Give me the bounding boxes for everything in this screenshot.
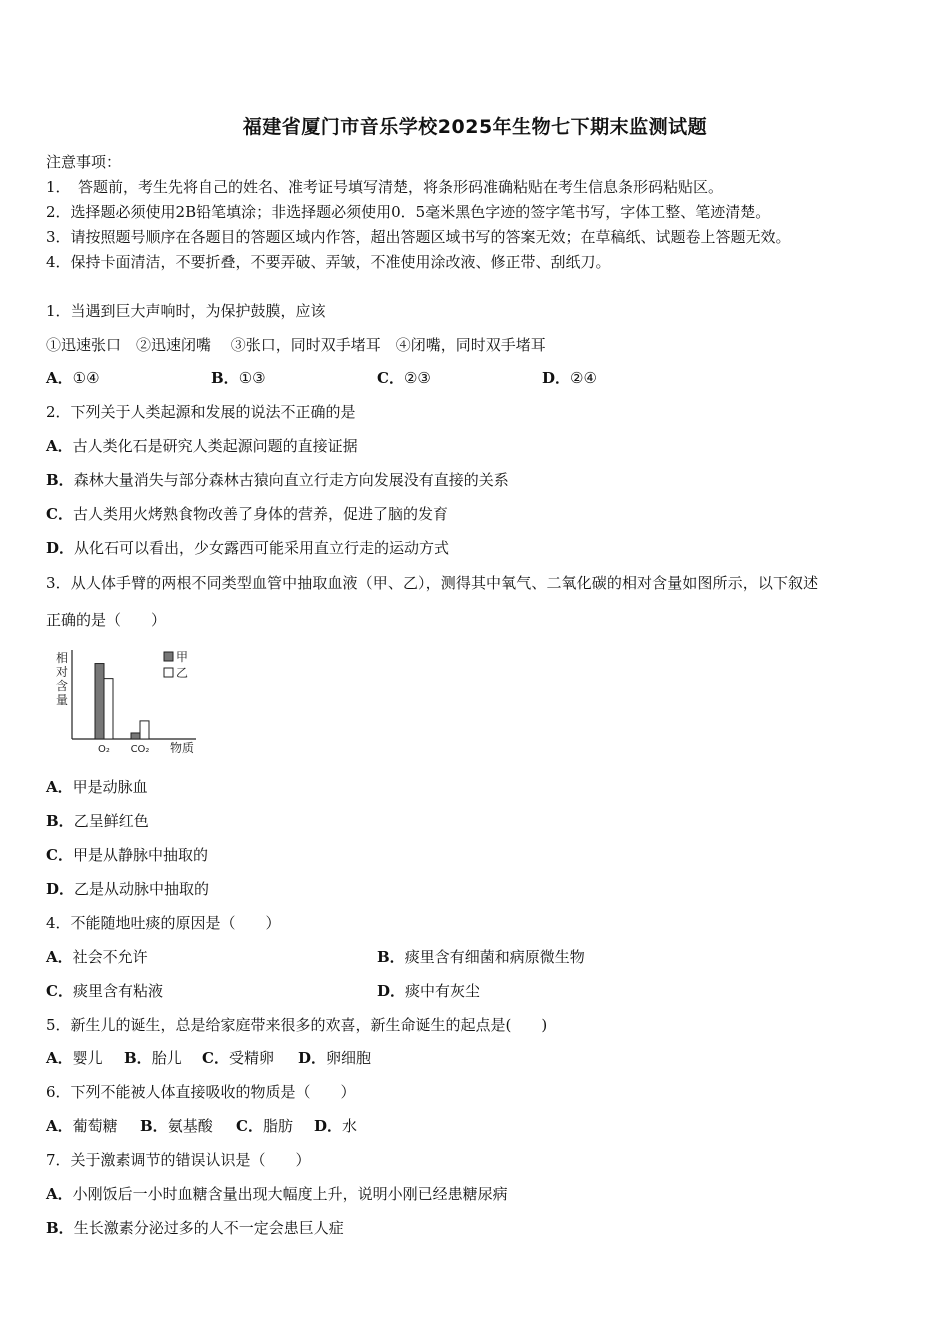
option-letter: A． (46, 778, 73, 796)
x-axis-label: 物质 (170, 741, 195, 755)
q1-choices: ①迅速张口 ②迅速闭嘴 ③张口，同时双手堵耳 ④闭嘴，同时双手堵耳 (46, 336, 546, 354)
q6-option-a[interactable] (46, 1116, 118, 1136)
option-text: 婴儿 (72, 1049, 103, 1067)
option-letter: B． (140, 1117, 168, 1135)
q1-option-b[interactable] (211, 368, 266, 388)
x-tick-o2: O₂ (98, 744, 110, 755)
q3-option-b[interactable] (46, 811, 149, 831)
q2-stem: 2．下列关于人类起源和发展的说法不正确的是 (46, 403, 356, 421)
option-letter: B． (46, 1219, 74, 1237)
notice-item-2: 2．选择题必须使用2B铅笔填涂；非选择题必须使用0．5毫米黑色字迹的签字笔书写，字体工整、笔迹清楚。 (46, 203, 771, 221)
bars-group (95, 664, 149, 739)
option-letter: A． (46, 1185, 73, 1203)
blood-gas-bar-chart (52, 644, 212, 760)
option-text: 甲是从静脉中抽取的 (72, 846, 208, 864)
option-text: 社会不允许 (72, 948, 148, 966)
notice-item-1: 1． 答题前，考生先将自己的姓名、准考证号填写清楚，将条形码准确粘贴在考生信息条形码粘贴区。 (46, 178, 724, 196)
option-letter: C． (46, 982, 73, 1000)
q2-option-a[interactable] (46, 436, 358, 456)
legend-label-yi: 乙 (176, 666, 189, 680)
q1-option-c[interactable] (377, 368, 431, 388)
option-text: ②③ (403, 369, 431, 387)
q4-option-a[interactable] (46, 947, 148, 967)
option-text: ①④ (72, 369, 100, 387)
option-text: 胎儿 (151, 1049, 182, 1067)
q4-option-b[interactable] (377, 947, 585, 967)
q6-option-b[interactable] (140, 1116, 213, 1136)
option-text: 从化石可以看出，少女露西可能采用直立行走的运动方式 (74, 539, 450, 557)
q3-stem-line2: 正确的是（ ） (46, 611, 167, 629)
q5-option-d[interactable] (298, 1048, 371, 1068)
q2-option-d[interactable] (46, 538, 449, 558)
option-letter: A． (46, 369, 73, 387)
option-letter: D． (542, 369, 571, 387)
ylabel-char-3: 含 (56, 679, 69, 693)
q1-option-d[interactable] (542, 368, 597, 388)
option-letter: D． (298, 1049, 327, 1067)
option-text: 生长激素分泌过多的人不一定会患巨人症 (73, 1219, 344, 1237)
q5-stem: 5．新生儿的诞生，总是给家庭带来很多的欢喜，新生命诞生的起点是( ) (46, 1016, 548, 1034)
option-letter: C． (46, 505, 73, 523)
bar-jia-o2 (95, 664, 104, 739)
ylabel-char-4: 量 (56, 693, 69, 707)
option-text: 痰里含有粘液 (72, 982, 163, 1000)
option-text: 乙呈鲜红色 (73, 812, 149, 830)
y-axis-label (56, 650, 68, 707)
q7-stem: 7．关于激素调节的错误认识是（ ） (46, 1151, 311, 1169)
option-text: 葡萄糖 (72, 1117, 118, 1135)
option-letter: D． (46, 880, 75, 898)
q5-option-b[interactable] (124, 1048, 182, 1068)
legend-swatch-jia (164, 652, 173, 661)
option-text: 甲是动脉血 (72, 778, 148, 796)
q1-stem: 1．当遇到巨大声响时，为保护鼓膜，应该 (46, 302, 326, 320)
option-letter: C． (377, 369, 404, 387)
option-letter: B． (46, 812, 74, 830)
option-letter: C． (46, 846, 73, 864)
q3-option-c[interactable] (46, 845, 208, 865)
option-text: 脂肪 (262, 1117, 293, 1135)
option-letter: B． (211, 369, 239, 387)
q7-option-a[interactable] (46, 1184, 508, 1204)
option-text: ①③ (238, 369, 266, 387)
option-text: 乙是从动脉中抽取的 (74, 880, 210, 898)
option-text: 古人类用火烤熟食物改善了身体的营养，促进了脑的发育 (72, 505, 448, 523)
option-letter: A． (46, 1117, 73, 1135)
q3-stem-line1: 3．从人体手臂的两根不同类型血管中抽取血液（甲、乙），测得其中氧气、二氧化碳的相对含量如图所示，以下叙述 (46, 574, 819, 592)
bar-yi-o2 (104, 679, 113, 739)
q4-stem: 4．不能随地吐痰的原因是（ ） (46, 914, 281, 932)
option-letter: D． (314, 1117, 343, 1135)
q4-option-d[interactable] (377, 981, 480, 1001)
q6-stem: 6．下列不能被人体直接吸收的物质是（ ） (46, 1083, 356, 1101)
option-letter: A． (46, 437, 73, 455)
notice-item-3: 3．请按照题号顺序在各题目的答题区域内作答，超出答题区域书写的答案无效；在草稿纸、试题卷上答题无效。 (46, 228, 791, 246)
option-letter: C． (202, 1049, 229, 1067)
q5-option-a[interactable] (46, 1048, 103, 1068)
option-text: 受精卵 (228, 1049, 274, 1067)
q4-option-c[interactable] (46, 981, 163, 1001)
option-text: 水 (342, 1117, 358, 1135)
option-text: 森林大量消失与部分森林古猿向直立行走方向发展没有直接的关系 (73, 471, 509, 489)
ylabel-char-1: 相 (56, 651, 69, 665)
ylabel-char-2: 对 (56, 665, 69, 679)
q3-option-a[interactable] (46, 777, 148, 797)
option-text: 氨基酸 (167, 1117, 213, 1135)
q6-option-c[interactable] (236, 1116, 293, 1136)
option-text: 古人类化石是研究人类起源问题的直接证据 (72, 437, 358, 455)
q5-option-c[interactable] (202, 1048, 274, 1068)
option-letter: B． (377, 948, 405, 966)
x-tick-co2: CO₂ (130, 744, 150, 755)
option-text: 痰中有灰尘 (405, 982, 481, 1000)
q1-option-a[interactable] (46, 368, 100, 388)
option-letter: B． (124, 1049, 152, 1067)
legend-swatch-yi (164, 668, 173, 677)
option-letter: D． (377, 982, 406, 1000)
exam-title: 福建省厦门市音乐学校2025年生物七下期末监测试题 (242, 116, 708, 138)
bar-jia-co2 (131, 733, 140, 739)
option-text: ②④ (570, 369, 597, 387)
notice-item-4: 4．保持卡面清洁，不要折叠，不要弄破、弄皱，不准使用涂改液、修正带、刮纸刀。 (46, 253, 611, 271)
option-text: 痰里含有细菌和病原微生物 (404, 948, 585, 966)
legend (164, 650, 188, 680)
option-letter: A． (46, 1049, 73, 1067)
notice-heading: 注意事项： (46, 153, 122, 171)
option-text: 卵细胞 (326, 1049, 372, 1067)
q2-option-b[interactable] (46, 470, 509, 490)
q2-option-c[interactable] (46, 504, 448, 524)
q6-option-d[interactable] (314, 1116, 357, 1136)
option-letter: C． (236, 1117, 263, 1135)
q3-option-d[interactable] (46, 879, 209, 899)
legend-label-jia: 甲 (176, 650, 189, 664)
option-text: 小刚饭后一小时血糖含量出现大幅度上升，说明小刚已经患糖尿病 (72, 1185, 508, 1203)
option-letter: B． (46, 471, 74, 489)
option-letter: A． (46, 948, 73, 966)
option-letter: D． (46, 539, 75, 557)
q7-option-b[interactable] (46, 1218, 344, 1238)
bar-yi-co2 (140, 721, 149, 739)
